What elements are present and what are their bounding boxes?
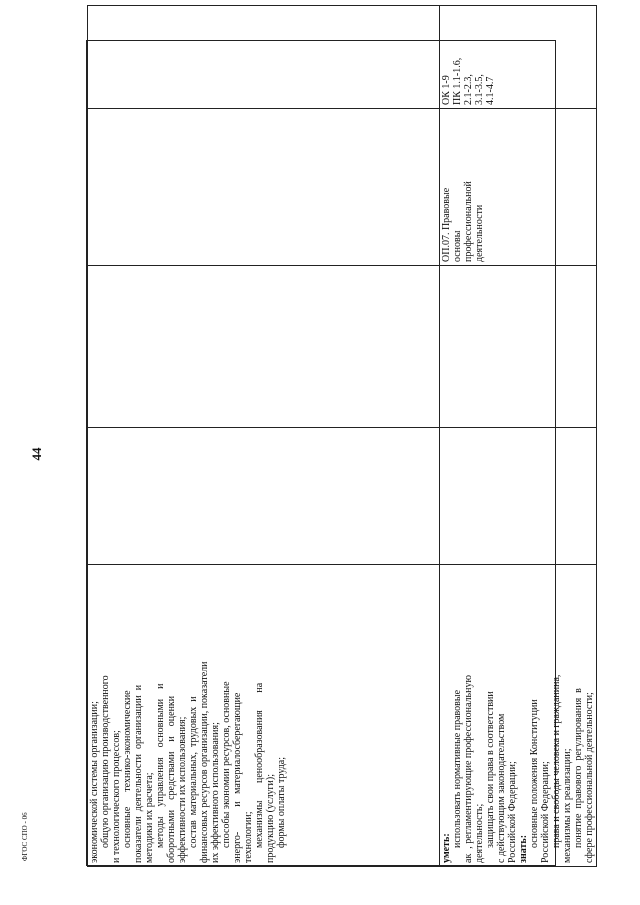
knowledge-line: права и свободы человека и гражданина, [551,674,562,863]
competencies-cell [88,6,440,109]
requirement-line: эффективности их использования; [177,716,188,863]
skill-line: использовать нормативные правовые [452,689,463,863]
competency-line: 4.1-4.7 [485,76,496,105]
knowledge-line: Российской Федерации; [540,761,551,863]
skill-line: защищать свои права в соответствии [485,691,496,863]
requirement-line: способы экономии ресурсов, основные [221,681,232,863]
competency-line: 3.1-3.5, [474,74,485,105]
competency-line: 2.1-2.3, [463,74,474,105]
footer-doc-code: ФГОС СПО - 06 [21,812,29,861]
skill-line: Российской Федерации; [507,761,518,863]
requirement-line: общую организацию производственного [100,675,111,863]
skill-line: деятельность; [474,803,485,863]
empty-cell [88,428,440,565]
curriculum-table [87,5,597,867]
label-znat: знать: [518,834,529,863]
requirements-cell [440,565,597,867]
table-row [440,6,597,867]
requirement-line: и технологического процессов; [111,730,122,863]
competency-line: ПК 1.1-1.6, [452,57,463,105]
requirement-line: методики их расчета; [144,772,155,863]
table-row [88,6,440,867]
umet-text [452,568,518,863]
requirement-line: технологии; [243,811,254,863]
requirement-line: показатели деятельности организации и [133,684,144,863]
requirement-line: их эффективного использования; [210,722,221,863]
page-number: 44 [29,447,44,461]
skill-line: ак , регламентирующие профессиональную [463,675,474,863]
requirement-line: методы управления основными и [155,683,166,863]
empty-cell [440,266,597,428]
knowledge-line: основные положения Конституции [529,699,540,863]
requirement-line: состав материальных, трудовых и [188,696,199,863]
discipline-line: ОП.07. Правовые [441,187,452,262]
skill-line: с действующим законодательством [496,713,507,863]
curriculum-table-container [86,40,595,866]
discipline-cell [88,109,440,266]
discipline-line: деятельности [474,204,485,262]
requirement-line: основные технико-экономические [122,690,133,863]
discipline-line: профессиональной [463,181,474,262]
requirements-cell [88,565,440,867]
znat-text [529,568,595,863]
requirements-text [89,568,287,863]
requirement-line: оборотными средствами и оценки [166,695,177,863]
knowledge-line: понятие правового регулирования в [573,688,584,863]
discipline-cell [440,109,597,266]
competency-codes [441,9,496,105]
requirement-line: энерго- и материалосберегающие [232,692,243,863]
knowledge-line: механизмы их реализации; [562,748,573,863]
label-umet: уметь: [441,833,452,863]
knowledge-line: сфере профессиональной деятельности; [584,692,595,863]
requirement-line: экономической системы организации; [89,701,100,863]
requirement-line: формы оплаты труда; [276,756,287,863]
requirement-line: финансовых ресурсов организации, показатели [199,661,210,863]
requirement-line: продукцию (услуги); [265,773,276,863]
discipline-name [441,112,485,262]
requirement-line: механизмы ценообразования на [254,682,265,863]
empty-cell [440,428,597,565]
discipline-line: основы [452,230,463,262]
competency-line: ОК 1-9 [441,75,452,105]
empty-cell [88,266,440,428]
competencies-cell [440,6,597,109]
